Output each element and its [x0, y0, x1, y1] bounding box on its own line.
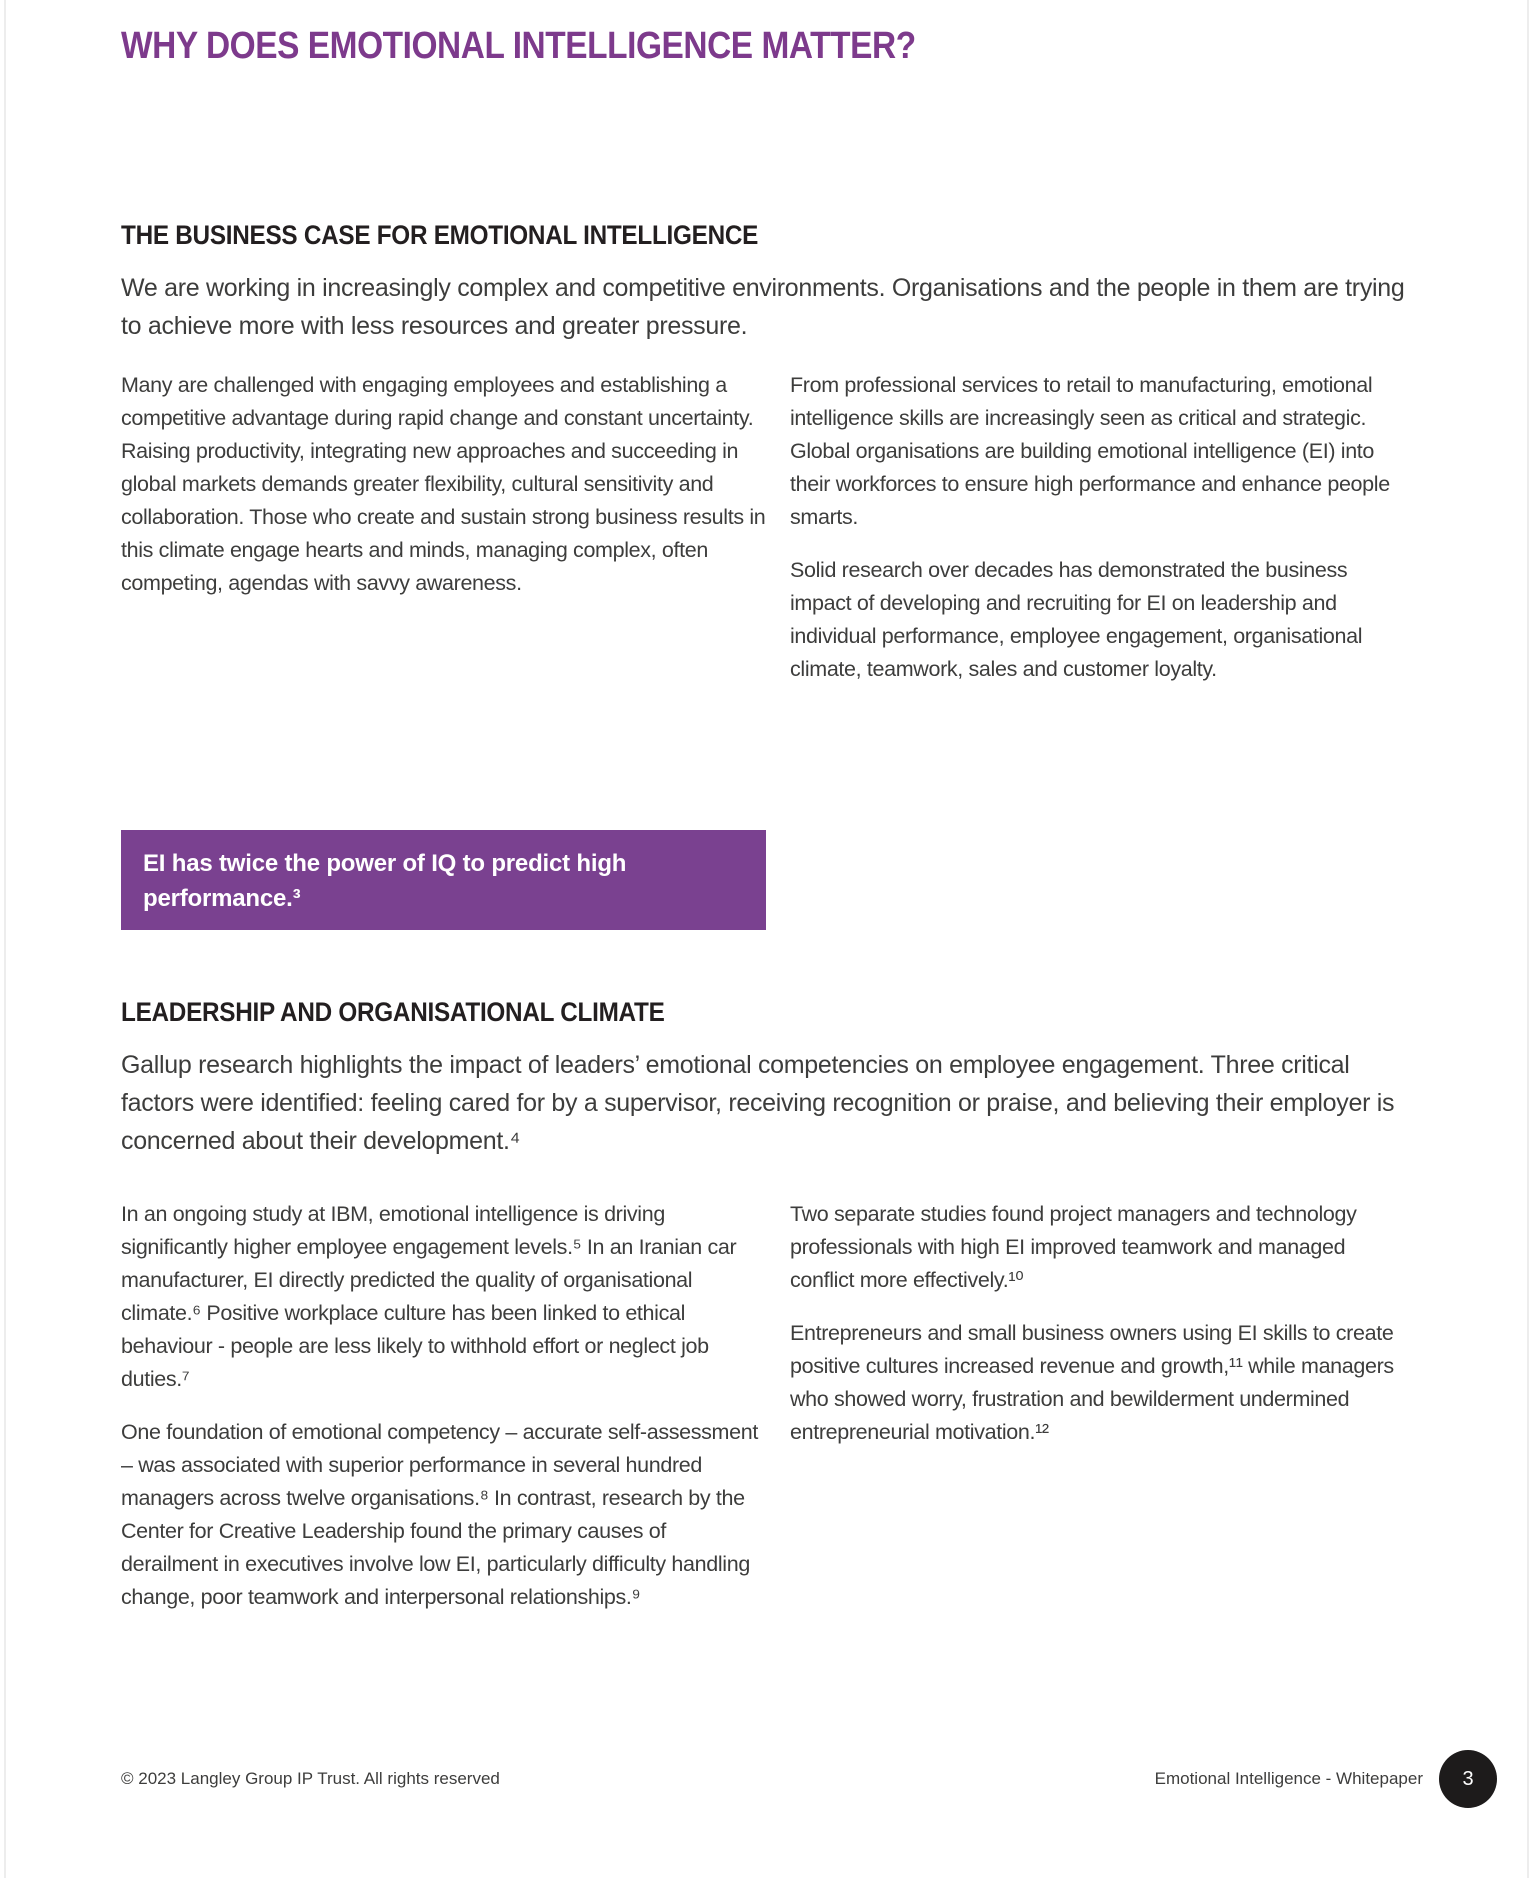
- section-leadership-climate: [121, 997, 1410, 1648]
- leadership-climate-lead-paragraph: Gallup research highlights the impact of leaders’ emotional competencies on employee engagement. Three critical factors were identified: feeling cared for by a supervisor, receiving recognition or praise, and believing their employer is concerned about their development.⁴: [121, 1051, 1395, 1155]
- page-number: 3: [1462, 1767, 1474, 1790]
- page-title: WHY DOES EMOTIONAL INTELLIGENCE MATTER?: [121, 25, 916, 67]
- business-case-left-column: [121, 369, 766, 600]
- body-paragraph: Entrepreneurs and small business owners using EI skills to create positive cultures increased revenue and growth,¹¹ while managers who showed worry, frustration and bewilderment undermined entrepreneurial motivation.¹²: [790, 1321, 1394, 1444]
- page-left-edge-line: [4, 0, 6, 1878]
- section-business-case: [121, 220, 1410, 930]
- body-paragraph: One foundation of emotional competency – accurate self-assessment – was associated with superior performance in several hundred managers across twelve organisations.⁸ In contrast, research by the Center for Creative Leadership found the primary causes of derailment in executives involve low EI, particularly difficulty handling change, poor teamwork and interpersonal relationships.⁹: [121, 1420, 758, 1609]
- business-case-lead-paragraph: We are working in increasingly complex and competitive environments. Organisations and the people in them are trying to achieve more with less resources and greater pressure.: [121, 274, 1405, 340]
- page-right-edge-line: [1527, 0, 1529, 1878]
- business-case-right-column: [790, 369, 1410, 686]
- footer-right-group: [1155, 1750, 1497, 1808]
- leadership-climate-heading: LEADERSHIP AND ORGANISATIONAL CLIMATE: [121, 997, 665, 1027]
- callout-box: [121, 830, 766, 930]
- page-content: [121, 0, 1410, 1648]
- business-case-heading: THE BUSINESS CASE FOR EMOTIONAL INTELLIGENCE: [121, 220, 759, 250]
- page-number-badge: [1439, 1750, 1497, 1808]
- leadership-climate-columns: [121, 1198, 1410, 1648]
- leadership-left-column: [121, 1198, 766, 1614]
- body-paragraph: In an ongoing study at IBM, emotional intelligence is driving significantly higher employee engagement levels.⁵ In an Iranian car manufacturer, EI directly predicted the quality of organisational climate.⁶ Positive workplace culture has been linked to ethical behaviour - people are less likely to withhold effort or neglect job duties.⁷: [121, 1202, 737, 1391]
- page-footer: [121, 1750, 1497, 1808]
- footer-copyright: © 2023 Langley Group IP Trust. All rights reserved: [121, 1769, 500, 1788]
- body-paragraph: From professional services to retail to manufacturing, emotional intelligence skills are increasingly seen as critical and strategic. Global organisations are building emotional intelligence (EI) into their workforces to ensure high performance and enhance people smarts.: [790, 373, 1390, 529]
- footer-doc-title: Emotional Intelligence - Whitepaper: [1154, 1769, 1423, 1788]
- leadership-right-column: [790, 1198, 1410, 1449]
- body-paragraph: Solid research over decades has demonstrated the business impact of developing and recruiting for EI on leadership and individual performance, employee engagement, organisational climate, teamwork, sales and customer loyalty.: [790, 558, 1363, 681]
- callout-text: EI has twice the power of IQ to predict high performance.³: [143, 850, 627, 912]
- body-paragraph: Many are challenged with engaging employees and establishing a competitive advantage during rapid change and constant uncertainty. Raising productivity, integrating new approaches and succeeding in global markets demands greater flexibility, cultural sensitivity and collaboration. Those who create and sustain strong business results in this climate engage hearts and minds, managing complex, often competing, agendas with savvy awareness.: [121, 373, 766, 595]
- body-paragraph: Two separate studies found project managers and technology professionals with high EI improved teamwork and managed conflict more effectively.¹⁰: [790, 1202, 1357, 1292]
- business-case-columns: [121, 369, 1410, 719]
